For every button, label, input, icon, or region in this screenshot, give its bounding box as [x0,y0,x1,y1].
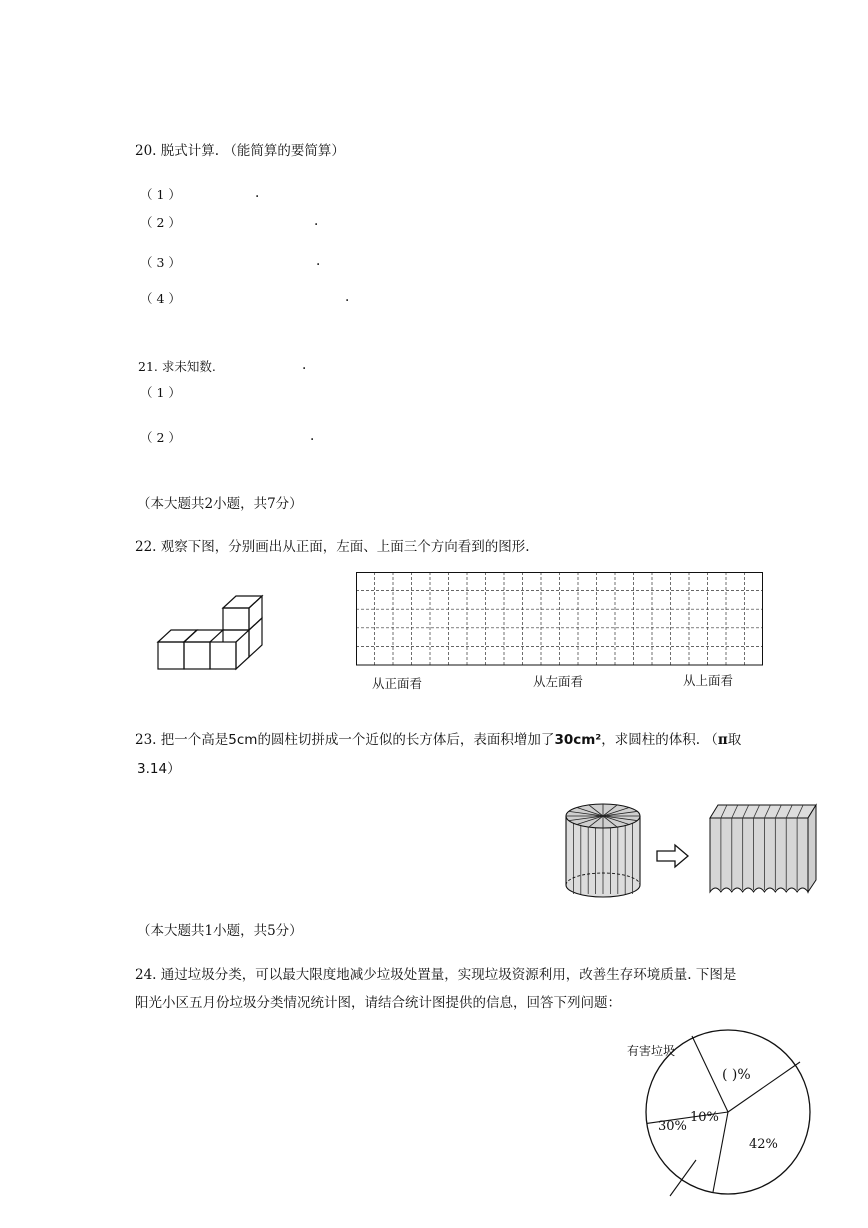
q22-title: 22. 观察下图，分别画出从正面，左面、上面三个方向看到的图形. [135,539,530,555]
cube-stack-figure [150,590,270,680]
q23-paren: ） [167,761,181,777]
pie-label-harmful: 有害垃圾 [627,1044,676,1058]
pie-chart [610,1030,840,1220]
q21-title: 21. 求未知数. [138,359,216,374]
q23-pre: 23. 把一个高是 [135,732,229,748]
arrow-icon [655,843,691,869]
q20-dot-4: . [345,289,350,305]
q23-area: 30cm² [554,732,602,748]
pie-label-30: 30% [658,1119,687,1134]
q20-item-3: （ 3 ） [140,255,181,270]
pie-label-10: 10% [690,1110,719,1125]
q20-dot-2: . [314,213,319,229]
section-note-1: （本大题共2小题，共7分） [137,496,303,512]
q24-line1: 24. 通过垃圾分类，可以最大限度地减少垃圾处置量，实现垃圾资源利用，改善生存环境质量. 下图是 [135,967,737,983]
q23-pi: π [717,732,728,748]
q24-line2: 阳光小区五月份垃圾分类情况统计图，请结合统计图提供的信息，回答下列问题： [135,995,621,1011]
q20-dot-3: . [316,253,321,269]
q21-title-dot: . [302,357,307,373]
q20-item-4: （ 4 ） [140,291,181,306]
q21-item-2: （ 2 ） [140,430,181,445]
cylinder-figure [558,800,648,910]
grid-label-top: 从上面看 [683,673,734,688]
grid-label-left: 从左面看 [533,674,584,689]
q21-item-1: （ 1 ） [140,385,181,400]
drawing-grid [356,572,764,666]
pie-label-blank: ( )% [722,1067,751,1083]
q20-item-1: （ 1 ） [140,187,181,202]
cuboid-figure [704,800,822,896]
q21-dot-2: . [310,428,315,444]
q20-item-2: （ 2 ） [140,215,181,230]
q23-end: 取 [727,732,742,748]
section-note-2: （本大题共1小题，共5分） [137,923,303,939]
pie-label-42: 42% [749,1137,778,1152]
q23-line1 [135,734,741,748]
q20-title: 20. 脱式计算. （能简算的要简算） [135,143,345,159]
q23-pi-value: 3.14 [137,761,168,777]
q23-line2 [137,763,181,777]
q23-post: ，求圆柱的体积. （ [601,732,718,748]
q23-mid: 的圆柱切拼成一个近似的长方体后，表面积增加了 [257,732,555,748]
q23-height: 5cm [228,732,258,748]
q20-dot-1: . [255,185,260,201]
grid-label-front: 从正面看 [372,676,423,691]
